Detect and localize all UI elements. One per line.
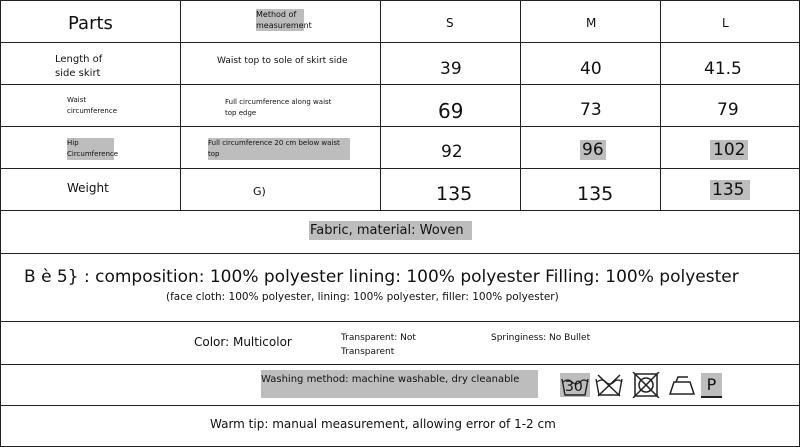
row-part-label: Hip Circumference xyxy=(67,139,119,158)
wash-temperature: 30 xyxy=(565,379,583,395)
washing-method-label: Washing method: machine washable, dry cleanable xyxy=(261,370,538,398)
row-value-s: 135 xyxy=(436,183,473,205)
grid-line xyxy=(0,0,1,447)
grid-line xyxy=(0,364,800,365)
grid-line xyxy=(0,210,800,211)
grid-line xyxy=(0,126,800,127)
springiness-label: Springiness: No Bullet xyxy=(491,333,591,343)
header-size-s: S xyxy=(446,16,454,30)
header-size-m: M xyxy=(586,16,597,30)
row-value-s: 39 xyxy=(440,59,462,79)
grid-line xyxy=(0,42,800,43)
row-value-l: 102 xyxy=(710,140,748,160)
row-value-m: 96 xyxy=(582,140,604,160)
grid-line xyxy=(180,0,181,210)
composition-text: B è 5} : composition: 100% polyester lining: 100% polyester Filling: 100% polyester xyxy=(24,267,739,287)
header-method: Method of measurement xyxy=(256,10,312,30)
no-hand-wash-icon xyxy=(594,373,624,401)
row-part-label: Weight xyxy=(67,181,109,195)
grid-line xyxy=(0,405,800,406)
fabric-label: Fabric, material: Woven xyxy=(309,221,472,240)
grid-line xyxy=(0,253,800,254)
do-not-tumble-dry-icon xyxy=(632,372,660,402)
row-method: Full circumference along waist top edge xyxy=(225,98,332,117)
iron-icon xyxy=(666,374,698,402)
row-value-m: 40 xyxy=(580,59,602,79)
header-size-l: L xyxy=(722,16,729,30)
transparency-label: Transparent: Not Transparent xyxy=(341,333,416,357)
row-part-label: Waist circumference xyxy=(67,96,118,115)
row-value-l: 135 xyxy=(710,180,750,200)
row-value-m: 73 xyxy=(580,100,602,120)
header-parts: Parts xyxy=(68,13,113,34)
grid-line xyxy=(660,0,661,210)
grid-line xyxy=(0,84,800,85)
row-value-l: 41.5 xyxy=(704,59,742,79)
grid-line xyxy=(520,0,521,210)
wash-30-icon xyxy=(560,373,590,397)
dry-clean-icon: P xyxy=(701,373,722,398)
warm-tip: Warm tip: manual measurement, allowing error of 1-2 cm xyxy=(210,417,556,431)
row-method: Full circumference 20 cm below waist top xyxy=(208,138,350,160)
grid-line xyxy=(0,168,800,169)
grid-line xyxy=(0,321,800,322)
row-method: Waist top to sole of skirt side xyxy=(217,56,348,66)
row-value-m: 135 xyxy=(577,183,614,205)
row-value-s: 92 xyxy=(441,142,463,162)
color-label: Color: Multicolor xyxy=(194,335,292,349)
row-part-label: Length of side skirt xyxy=(55,54,103,79)
grid-line xyxy=(0,0,800,1)
row-method: G) xyxy=(253,185,266,198)
composition-subtext: (face cloth: 100% polyester, lining: 100% polyester, filler: 100% polyester) xyxy=(166,291,559,303)
row-value-s: 69 xyxy=(438,99,464,123)
grid-line xyxy=(380,0,381,210)
row-value-l: 79 xyxy=(717,100,739,120)
